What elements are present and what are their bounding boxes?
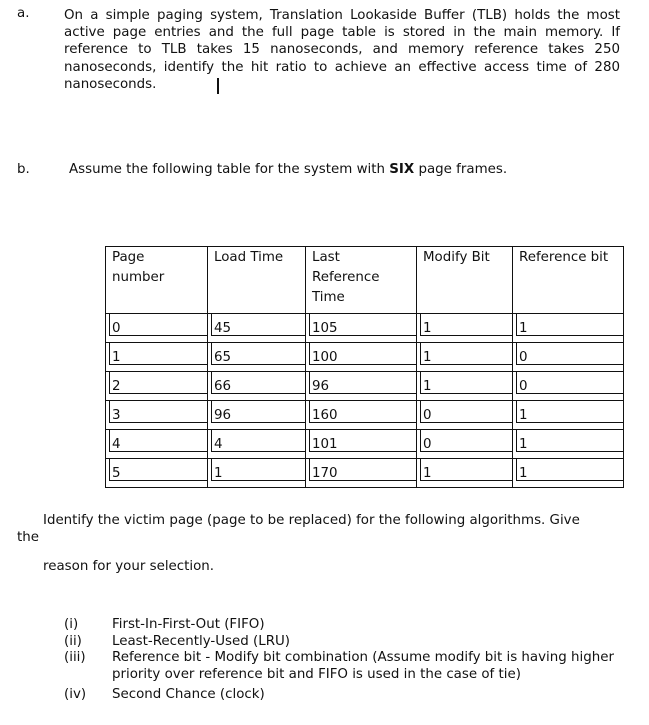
header-page-number bbox=[106, 247, 208, 314]
algorithm-text: First-In-First-Out (FIFO) bbox=[112, 617, 265, 632]
table-cell bbox=[106, 459, 208, 488]
algorithm-list bbox=[64, 617, 624, 704]
table-cell bbox=[513, 430, 624, 459]
table-cell bbox=[513, 372, 624, 401]
header-last-reference-time bbox=[306, 247, 417, 314]
cell-value: 4 bbox=[112, 437, 121, 452]
text-cursor bbox=[217, 78, 219, 94]
table-cell bbox=[306, 459, 417, 488]
table-cell bbox=[208, 372, 306, 401]
table-cell bbox=[106, 430, 208, 459]
cell-value: 2 bbox=[112, 379, 121, 394]
cell-value: 1 bbox=[519, 321, 528, 336]
table-cell bbox=[208, 430, 306, 459]
table-cell bbox=[513, 343, 624, 372]
table-cell bbox=[306, 314, 417, 343]
cell-value: 170 bbox=[312, 466, 338, 481]
table-cell bbox=[513, 459, 624, 488]
cell-value: 0 bbox=[112, 321, 121, 336]
algorithm-text: Least-Recently-Used (LRU) bbox=[112, 633, 291, 649]
algorithm-number: (i) bbox=[64, 617, 79, 632]
question-a-label: a. bbox=[17, 6, 30, 21]
header-text: number bbox=[112, 270, 165, 285]
cell-value: 45 bbox=[214, 321, 232, 336]
table-cell bbox=[513, 314, 624, 343]
question-b-text-after: page frames. bbox=[414, 162, 508, 177]
cell-value: 4 bbox=[214, 437, 223, 452]
instruction-line-1: Identify the victim page (page to be replaced) for the following algorithms. Give bbox=[43, 513, 580, 528]
table-cell bbox=[208, 459, 306, 488]
header-text: Page bbox=[112, 250, 145, 265]
algorithm-number: (ii) bbox=[64, 633, 82, 649]
table-body bbox=[106, 314, 624, 488]
header-text: Reference bbox=[312, 270, 380, 285]
cell-value: 0 bbox=[423, 437, 432, 452]
cell-value: 66 bbox=[214, 379, 232, 394]
table-cell bbox=[106, 314, 208, 343]
table-cell bbox=[417, 401, 513, 430]
cell-value: 0 bbox=[519, 379, 528, 394]
instruction-line-2: the bbox=[17, 530, 39, 545]
cell-value: 5 bbox=[112, 466, 121, 481]
algorithm-item bbox=[64, 617, 624, 634]
table-cell bbox=[106, 372, 208, 401]
algorithm-text: Reference bit - Modify bit combination (Assume modify bit is having higher priority over reference bit and FIFO is used in the case of tie) bbox=[112, 650, 614, 682]
table-cell bbox=[417, 372, 513, 401]
cell-value: 96 bbox=[214, 408, 232, 423]
cell-value: 1 bbox=[423, 379, 432, 394]
table-cell bbox=[306, 372, 417, 401]
table-row bbox=[106, 314, 624, 343]
header-modify-bit bbox=[417, 247, 513, 314]
cell-value: 100 bbox=[312, 350, 338, 365]
table-cell bbox=[306, 343, 417, 372]
cell-value: 1 bbox=[423, 466, 432, 481]
table-cell bbox=[208, 401, 306, 430]
table-cell bbox=[417, 459, 513, 488]
cell-value: 0 bbox=[423, 408, 432, 423]
header-text: Load Time bbox=[214, 250, 284, 265]
header-reference-bit bbox=[513, 247, 624, 314]
table-cell bbox=[208, 343, 306, 372]
table-row bbox=[106, 401, 624, 430]
table-cell bbox=[417, 430, 513, 459]
table-cell bbox=[513, 401, 624, 430]
instruction-line-3: reason for your selection. bbox=[43, 559, 215, 574]
table-row bbox=[106, 372, 624, 401]
table-row bbox=[106, 459, 624, 488]
header-text: Last bbox=[312, 250, 340, 265]
cell-value: 160 bbox=[312, 408, 338, 423]
page-table bbox=[105, 246, 624, 488]
algorithm-text: Second Chance (clock) bbox=[112, 687, 265, 702]
cell-value: 1 bbox=[519, 408, 528, 423]
table-cell bbox=[417, 314, 513, 343]
question-b-text-bold: SIX bbox=[389, 162, 415, 177]
cell-value: 1 bbox=[519, 466, 528, 481]
header-text: Time bbox=[312, 290, 345, 305]
table-cell bbox=[106, 401, 208, 430]
cell-value: 101 bbox=[312, 437, 338, 452]
header-text: Modify Bit bbox=[423, 250, 490, 265]
cell-value: 96 bbox=[312, 379, 330, 394]
table-cell bbox=[106, 343, 208, 372]
algorithm-item bbox=[64, 634, 624, 651]
table-cell bbox=[306, 430, 417, 459]
algorithm-number: (iv) bbox=[64, 687, 87, 702]
question-b-text bbox=[69, 162, 507, 177]
cell-value: 1 bbox=[519, 437, 528, 452]
algorithm-item bbox=[64, 687, 624, 704]
cell-value: 3 bbox=[112, 408, 121, 423]
table-header-row bbox=[106, 247, 624, 314]
table-cell bbox=[208, 314, 306, 343]
question-b-label: b. bbox=[17, 162, 30, 177]
table-row bbox=[106, 343, 624, 372]
cell-value: 65 bbox=[214, 350, 232, 365]
question-b-text-before: Assume the following table for the system with bbox=[69, 162, 390, 177]
table-cell bbox=[417, 343, 513, 372]
table-cell bbox=[306, 401, 417, 430]
header-text: Reference bit bbox=[519, 250, 609, 265]
cell-value: 105 bbox=[312, 321, 338, 336]
algorithm-number: (iii) bbox=[64, 650, 86, 665]
question-a-text: On a simple paging system, Translation Lookaside Buffer (TLB) holds the most active page entries and the full page table is stored in the main memory. If reference to TLB takes 15 nanoseconds, and memory reference takes 250 nanoseconds, identify the hit ratio to achieve an effective access time of 280 nanoseconds. bbox=[64, 8, 620, 92]
table-row bbox=[106, 430, 624, 459]
algorithm-item bbox=[64, 650, 624, 683]
cell-value: 1 bbox=[112, 350, 121, 365]
cell-value: 1 bbox=[214, 466, 223, 481]
cell-value: 0 bbox=[519, 350, 528, 365]
cell-value: 1 bbox=[423, 321, 432, 336]
header-load-time bbox=[208, 247, 306, 314]
cell-value: 1 bbox=[423, 350, 432, 365]
